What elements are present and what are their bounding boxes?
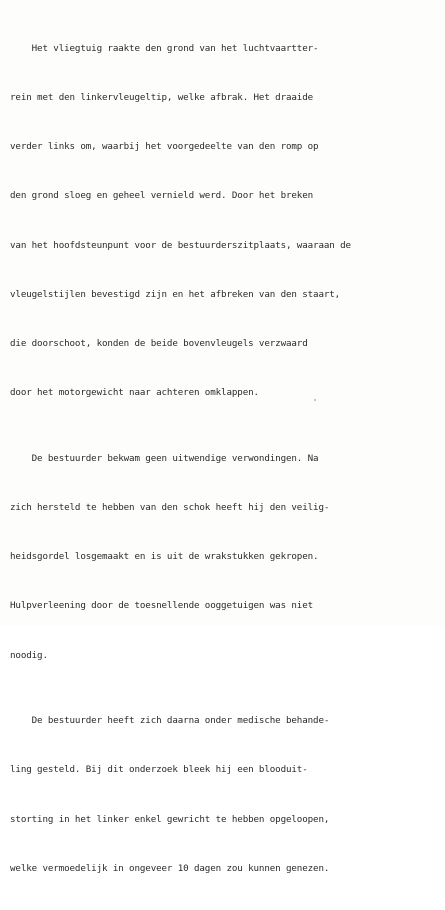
text-line: heidsgordel losgemaakt en is uit de wrakstukken gekropen.	[10, 551, 319, 563]
text-line: zich hersteld te hebben van den schok heeft hij den veilig-	[10, 502, 330, 514]
text-line: De bestuurder bekwam geen uitwendige verwondingen. Na	[10, 452, 319, 464]
paper-speck	[314, 399, 316, 401]
text-line: den grond sloeg en geheel vernield werd. Door het breken	[10, 190, 314, 202]
text-line: noodig.	[10, 649, 48, 661]
text-line: door het motorgewicht naar achteren omklappen.	[10, 387, 259, 399]
text-line: Hulpverleening door de toesnellende ooggetuigen was niet	[10, 600, 314, 612]
typed-body-text	[10, 8, 440, 910]
text-line: rein met den linkervleugeltip, welke afbrak. Het draaide	[10, 92, 314, 104]
text-line: ling gesteld. Bij dit onderzoek bleek hij een blooduit-	[10, 764, 308, 776]
text-line: Het vliegtuig raakte den grond van het luchtvaartter-	[10, 42, 319, 54]
text-line: storting in het linker enkel gewricht te hebben opgeloopen,	[10, 813, 330, 825]
text-line: van het hoofdsteunpunt voor de bestuurderszitplaats, waaraan de	[10, 239, 351, 251]
text-line: die doorschoot, konden de beide bovenvleugels verzwaard	[10, 338, 308, 350]
text-line: verder links om, waarbij het voorgedeelte van den romp op	[10, 141, 319, 153]
text-line: De bestuurder heeft zich daarna onder medische behande-	[10, 715, 330, 727]
text-line: welke vermoedelijk in ongeveer 10 dagen zou kunnen genezen.	[10, 862, 330, 874]
text-line: vleugelstijlen bevestigd zijn en het afbreken van den staart,	[10, 288, 341, 300]
